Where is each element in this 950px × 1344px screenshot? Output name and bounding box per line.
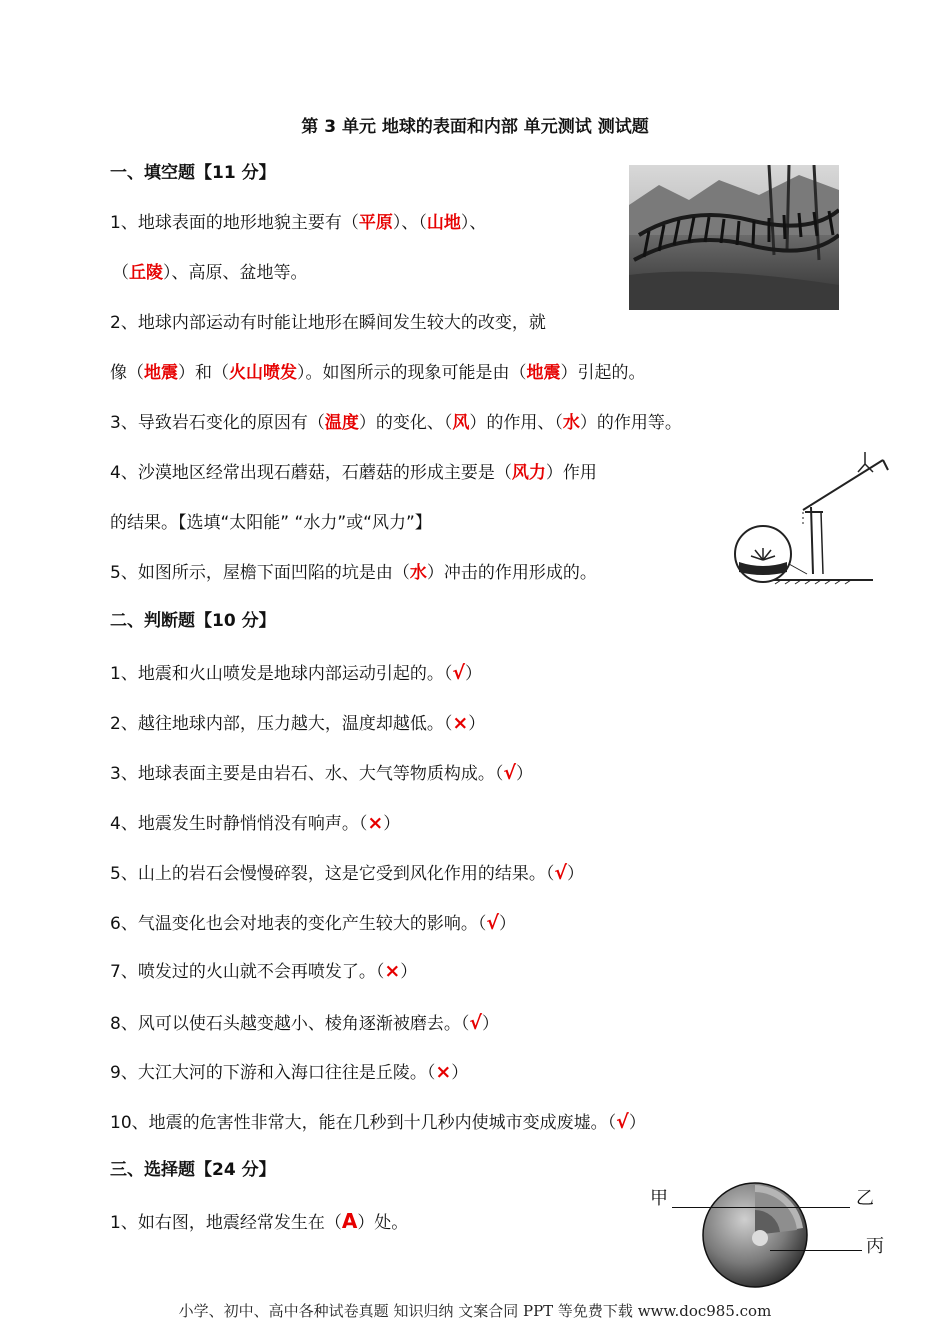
fill-q5-text-a: 5、如图所示，屋檐下面凹陷的坑是由（ [110,563,410,583]
section-fill-heading: 一、填空题【11 分】 [110,163,276,183]
judge-item [110,710,485,737]
judge-item [110,910,516,937]
fill-q5-text-b: ）冲击的作用形成的。 [426,563,597,583]
judge-mark: √ [554,862,568,884]
judge-text: 2、越往地球内部，压力越大，温度却越低。（ [110,714,453,734]
fill-q4-line2: 的结果。【选填“太阳能” “水力”或“风力”】 [110,513,432,533]
choice-q1-line [110,1208,408,1236]
judge-item [110,810,400,837]
earthquake-railway-photo [629,165,839,310]
judge-item [110,660,482,687]
fill-q1-answer-1: 平原 [358,213,393,233]
eaves-dripping-diagram [733,452,893,592]
judge-item [110,1059,468,1086]
fill-q2-line1: 2、地球内部运动有时能让地形在瞬间发生较大的改变，就 [110,313,546,333]
judge-close: ） [383,814,401,834]
fill-q1-text-b: ）、（ [392,213,427,233]
fill-q3-text-b: ）的变化、（ [358,413,453,433]
choice-q1-answer: A [341,1209,358,1233]
judge-text: 7、喷发过的火山就不会再喷发了。（ [110,962,385,982]
judge-item [110,1109,646,1136]
judge-close: ） [468,714,486,734]
fill-q5-answer-1: 水 [409,563,427,583]
choice-q1-text-a: 1、如右图，地震经常发生在（ [110,1213,342,1233]
judge-close: ） [499,914,517,934]
fill-q5-line [110,560,597,586]
judge-mark: × [452,712,469,734]
fill-q1-answer-3: 丘陵 [129,263,163,283]
fill-q3-text-c: ）的作用、（ [469,413,563,433]
fill-q3-answer-1: 温度 [324,413,359,433]
fill-q1-line2 [112,260,308,286]
judge-mark: × [435,1061,452,1083]
fill-q1-text-d: （ [112,263,129,283]
fill-q1-line1 [110,210,486,236]
judge-close: ） [628,1113,646,1133]
earth-label-bing: 丙 [866,1236,884,1257]
judge-close: ） [451,1063,469,1083]
section-choice-heading: 三、选择题【24 分】 [110,1160,276,1180]
fill-q2-text-e: ）引起的。 [560,363,646,383]
judge-item [110,1010,499,1037]
judge-mark: × [384,960,401,982]
fill-q2-text-c: ）和（ [178,363,229,383]
fill-q4-text-a: 4、沙漠地区经常出现石蘑菇，石蘑菇的形成主要是（ [110,463,512,483]
fill-q2-answer-2: 火山喷发 [229,363,297,383]
fill-q3-answer-3: 水 [562,413,580,433]
judge-close: ） [465,664,483,684]
judge-close: ） [567,864,585,884]
fill-q3-line [110,410,682,436]
fill-q2-text-b: 像（ [110,363,144,383]
fill-q2-line2 [110,360,646,386]
fill-q3-answer-2: 风 [452,413,470,433]
fill-q3-text-a: 3、导致岩石变化的原因有（ [110,413,325,433]
earth-label-yi: 乙 [856,1188,874,1209]
judge-close: ） [516,764,534,784]
section-judge-heading: 二、判断题【10 分】 [110,611,276,631]
page-title: 第 3 单元 地球的表面和内部 单元测试 测试题 [301,117,649,137]
judge-close: ） [482,1014,500,1034]
earth-label-jia: 甲 [650,1188,668,1209]
fill-q1-text-e: ）、高原、盆地等。 [163,263,308,283]
choice-q1-text-b: ）处。 [357,1213,409,1233]
fill-q1-text-a: 1、地球表面的地形地貌主要有（ [110,213,359,233]
judge-text: 4、地震发生时静悄悄没有响声。（ [110,814,368,834]
fill-q1-answer-2: 山地 [426,213,461,233]
earth-label-bing-line [770,1250,862,1251]
judge-text: 5、山上的岩石会慢慢碎裂，这是它受到风化作用的结果。（ [110,864,555,884]
judge-mark: √ [503,762,517,784]
judge-text: 3、地球表面主要是由岩石、水、大气等物质构成。（ [110,764,504,784]
judge-mark: √ [452,662,466,684]
judge-close: ） [400,962,418,982]
page-footer: 小学、初中、高中各种试卷真题 知识归纳 文案合同 PPT 等免费下载 www.doc985.com [178,1302,772,1320]
earth-structure-diagram [700,1180,810,1290]
judge-mark: × [367,812,384,834]
fill-q1-text-c: ）、 [460,213,487,233]
earth-label-jia-line [672,1207,850,1208]
judge-text: 9、大江大河的下游和入海口往往是丘陵。（ [110,1063,436,1083]
fill-q3-text-d: ）的作用等。 [579,413,682,433]
fill-q2-answer-3: 地震 [526,363,561,383]
judge-mark: √ [486,912,500,934]
fill-q4-line1 [110,460,597,486]
judge-text: 6、气温变化也会对地表的变化产生较大的影响。（ [110,914,487,934]
judge-text: 1、地震和火山喷发是地球内部运动引起的。（ [110,664,453,684]
judge-item [110,760,533,787]
fill-q2-answer-1: 地震 [144,363,178,383]
judge-text: 10、地震的危害性非常大，能在几秒到十几秒内使城市变成废墟。（ [110,1113,617,1133]
judge-mark: √ [616,1111,629,1133]
judge-item [110,860,584,887]
fill-q4-text-b: ）作用 [545,463,597,483]
judge-text: 8、风可以使石头越变越小、棱角逐渐被磨去。（ [110,1014,470,1034]
fill-q2-text-d: ）。如图所示的现象可能是由（ [297,363,527,383]
fill-q4-answer-1: 风力 [511,463,546,483]
judge-item [110,958,417,985]
judge-mark: √ [469,1012,483,1034]
